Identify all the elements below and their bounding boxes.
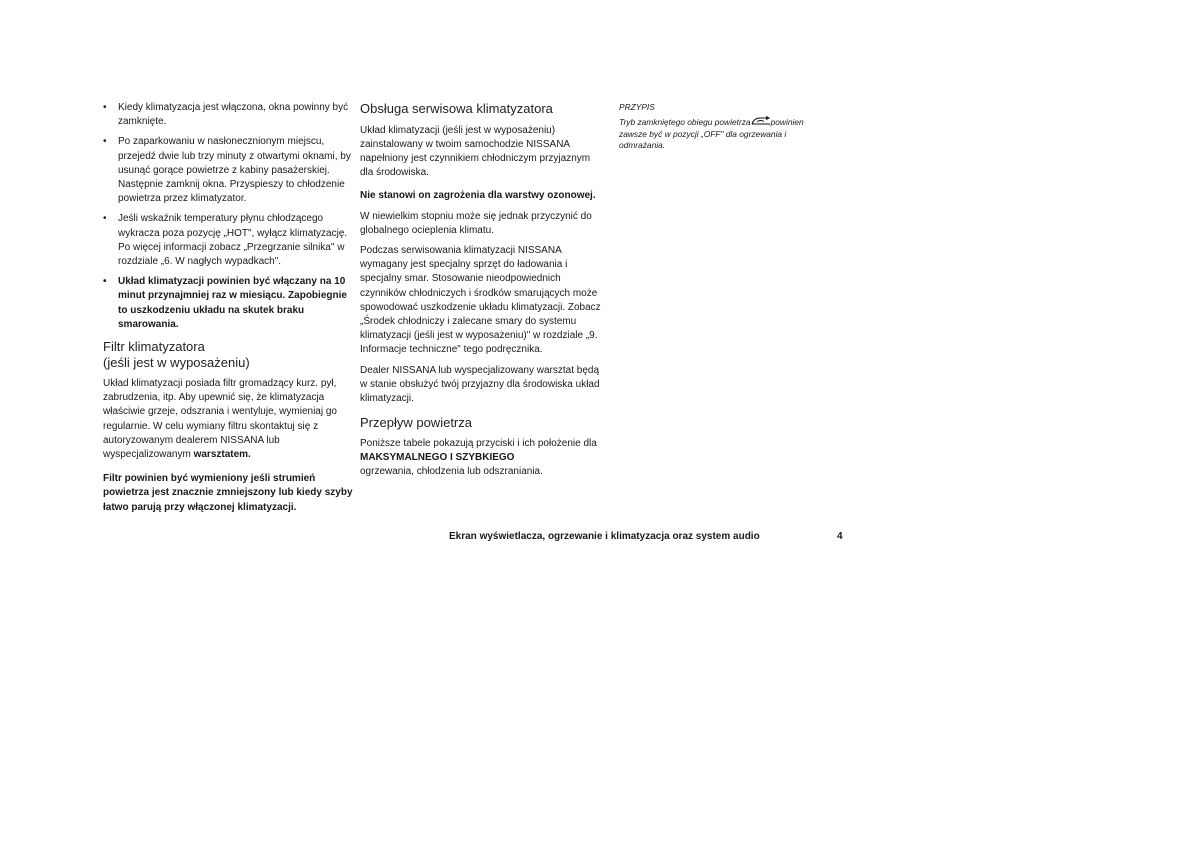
bullet-item bbox=[103, 101, 353, 129]
bullet-item bbox=[103, 212, 353, 269]
airflow-paragraph bbox=[360, 437, 605, 480]
bullet-text: Jeśli wskaźnik temperatury płynu chłodzącego wykracza poza pozycję „HOT", wyłącz klimatyzację. Po więcej informacji zobacz „Przegrzanie silnika" w rozdziale „6. W nagłych wypadkach". bbox=[118, 213, 348, 268]
filter-paragraph-bold: warsztatem. bbox=[193, 449, 251, 461]
right-column bbox=[619, 102, 824, 152]
filter-heading bbox=[103, 339, 353, 370]
service-paragraph-5: Dealer NISSANA lub wyspecjalizowany warsztat będą w stanie obsłużyć twój przyjazny dla środowiska układ klimatyzacji. bbox=[360, 364, 600, 404]
bullet-marker: • bbox=[103, 276, 107, 288]
filter-paragraph-text: Układ klimatyzacji posiada filtr gromadzący kurz. pył, zabrudzenia, itp. Aby upewnić się, że klimatyzacja właściwie grzeje, odszrania i wentyluje, wymieniaj go regularnie. W celu wymiany filtru skontaktuj się z autoryzowanym dealerem NISSANA lub wyspecjalizowanym bbox=[103, 378, 337, 461]
note-text-before: Tryb zamkniętego obiegu powietrza bbox=[619, 117, 751, 127]
filter-heading-line1: Filtr klimatyzatora bbox=[103, 339, 205, 355]
footer-title: Ekran wyświetlacza, ogrzewanie i klimatyzacja oraz system audio bbox=[449, 531, 760, 542]
note-title: PRZYPIS bbox=[619, 102, 655, 112]
service-heading: Obsługa serwisowa klimatyzatora bbox=[360, 101, 553, 116]
left-column bbox=[103, 101, 353, 521]
filter-paragraph bbox=[103, 377, 353, 462]
page-number: 4 bbox=[837, 531, 843, 542]
bullet-marker: • bbox=[103, 136, 107, 148]
note-text bbox=[619, 116, 824, 152]
middle-column bbox=[360, 101, 605, 485]
airflow-heading: Przepływ powietrza bbox=[360, 415, 472, 431]
bullet-item bbox=[103, 135, 353, 206]
airflow-text: Poniższe tabele pokazują przyciski i ich położenie dla bbox=[360, 437, 597, 449]
bullet-marker: • bbox=[103, 213, 107, 225]
service-paragraph-4: Podczas serwisowania klimatyzacji NISSANA wymagany jest specjalny sprzęt do ładowania i specjalny smar. Stosowanie nieodpowiednich czynników chłodniczych i środków smarujących może spowodować uszkodzenie układu klimatyzacji. Zobacz „Środek chłodniczy i zalecane smary do systemu klimatyzacji (jeśli jest w wyposażeniu)" w rozdziale „9. Informacje techniczne" tego podręcznika. bbox=[360, 244, 601, 356]
bullet-text: Po zaparkowaniu w nasłonecznionym miejscu, przejedź dwie lub trzy minuty z otwartymi oknami, by usunąć gorące powietrze z kabiny pasażerskiej. Następnie zamknij okna. Przyspieszy to chłodzenie powietrza przez klimatyzator. bbox=[118, 136, 351, 205]
airflow-text-end: ogrzewania, chłodzenia lub odszraniania. bbox=[360, 466, 543, 478]
bullet-text: Kiedy klimatyzacja jest włączona, okna powinny być zamknięte. bbox=[118, 102, 349, 128]
bullet-marker: • bbox=[103, 102, 107, 113]
airflow-bold: MAKSYMALNEGO I SZYBKIEGO bbox=[360, 451, 515, 463]
note-text-after: powinien zawsze być w pozycji „OFF" dla ogrzewania i odmrażania. bbox=[619, 117, 804, 150]
recirculation-icon bbox=[751, 116, 771, 126]
filter-heading-line2: (jeśli jest w wyposażeniu) bbox=[103, 354, 250, 370]
ozone-note: Nie stanowi on zagrożenia dla warstwy ozonowej. bbox=[360, 190, 596, 202]
service-paragraph-1: Układ klimatyzacji (jeśli jest w wyposażeniu) zainstalowany w twoim samochodzie NISSANA napełniony jest czynnikiem chłodniczym przyjaznym dla środowiska. bbox=[360, 124, 591, 179]
filter-warning: Filtr powinien być wymieniony jeśli strumień powietrza jest znacznie zmniejszony lub kiedy szyby łatwo parują przy włączonej klimatyzacji. bbox=[103, 473, 353, 513]
service-paragraph-3: W niewielkim stopniu może się jednak przyczynić do globalnego ocieplenia klimatu. bbox=[360, 210, 592, 236]
bullet-text: Układ klimatyzacji powinien być włączany na 10 minut przynajmniej raz w miesiącu. Zapobiegnie to uszkodzeniu układu na skutek braku smarowania. bbox=[118, 276, 347, 330]
bullet-item-warning bbox=[103, 275, 353, 332]
